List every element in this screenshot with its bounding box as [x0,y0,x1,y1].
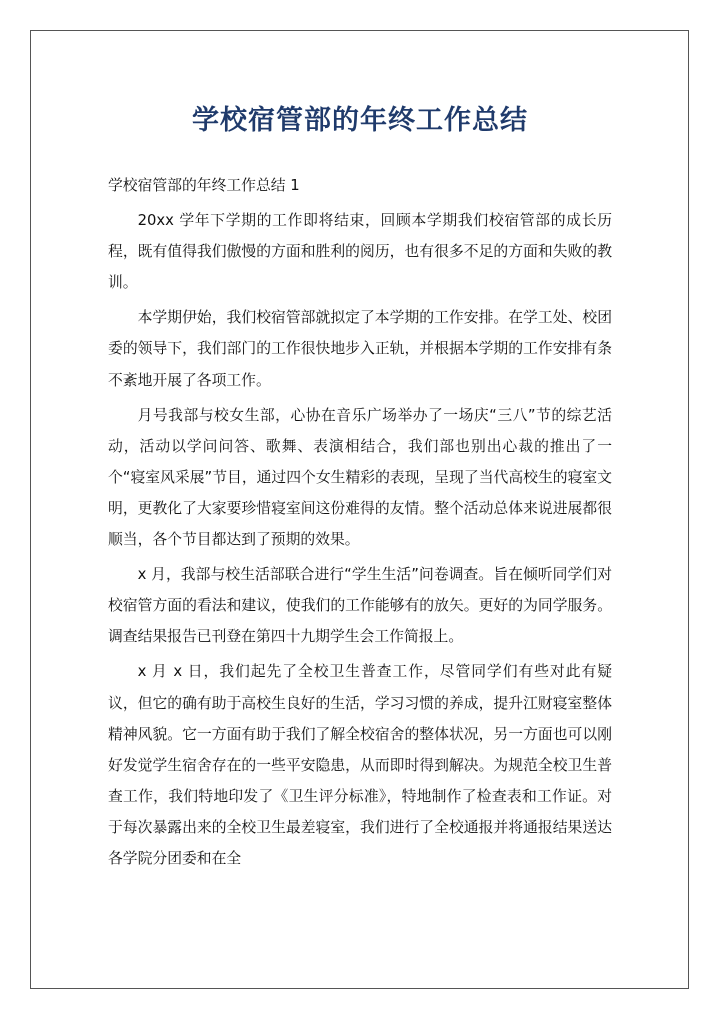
paragraph-5: x 月 x 日，我们起先了全校卫生普查工作，尽管同学们有些对此有疑议，但它的确有助于高校生良好的生活，学习习惯的养成，提升江财寝室整体精神风貌。它一方面有助于我们了解全校宿舍的整体状况，另一方面也可以刚好发觉学生宿舍存在的一些平安隐患，从而即时得到解决。为规范全校卫生普查工作，我们特地印发了《卫生评分标准》，特地制作了检查表和工作证。对于每次暴露出来的全校卫生最差寝室，我们进行了全校通报并将通报结果送达各学院分团委和在全 [108,663,612,867]
paragraph-3: 月号我部与校女生部，心协在音乐广场举办了一场庆“三八”节的综艺活动，活动以学问问答、歌舞、表演相结合，我们部也别出心裁的推出了一个“寝室风采展”节目，通过四个女生精彩的表现，呈现了当代高校生的寝室文明，更教化了大家要珍惜寝室间这份难得的友情。整个活动总体来说进展都很顺当，各个节目都达到了预期的效果。 [108,406,612,549]
section-subtitle: 学校宿管部的年终工作总结 1 [108,177,300,194]
document-title: 学校宿管部的年终工作总结 [192,105,528,136]
paragraph-1: 20xx 学年下学期的工作即将结束，回顾本学期我们校宿管部的成长历程，既有值得我们傲慢的方面和胜利的阅历，也有很多不足的方面和失败的教训。 [108,212,612,292]
paragraph-2: 本学期伊始，我们校宿管部就拟定了本学期的工作安排。在学工处、校团委的领导下，我们部门的工作很快地步入正轨，并根据本学期的工作安排有条不紊地开展了各项工作。 [108,309,612,389]
document-body [108,170,612,878]
paragraph-4: x 月，我部与校生活部联合进行“学生生活”问卷调查。旨在倾听同学们对校宿管方面的看法和建议，使我们的工作能够有的放矢。更好的为同学服务。调查结果报告已刊登在第四十九期学生会工作简报上。 [108,566,612,646]
